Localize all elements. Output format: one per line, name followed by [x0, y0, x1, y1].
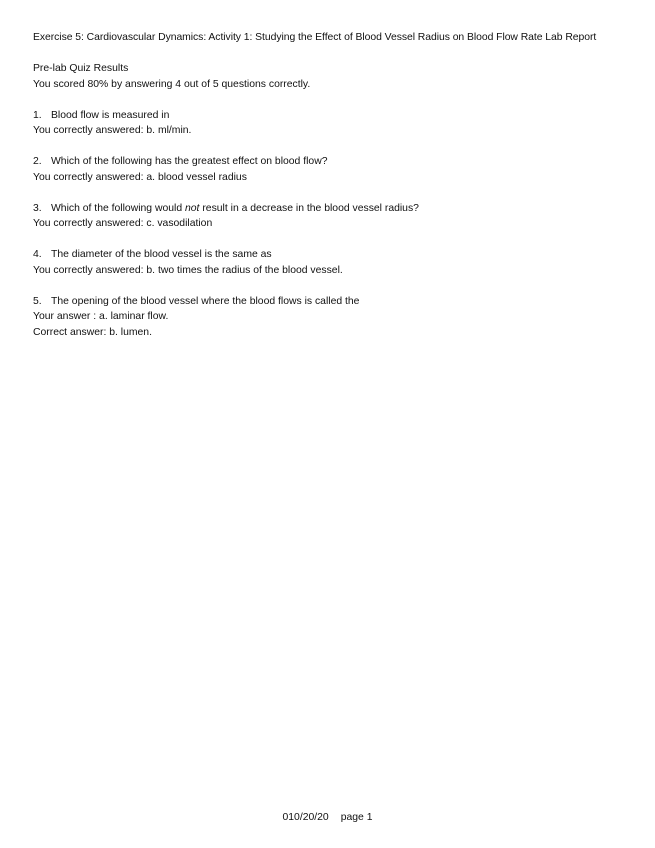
- question-text: [33, 108, 633, 124]
- question-1: [33, 108, 633, 139]
- page-footer: [0, 810, 655, 826]
- question-2: [33, 154, 633, 185]
- question-text: [33, 201, 633, 217]
- question-text: [33, 294, 633, 310]
- answer-text: You correctly answered: b. two times the radius of the blood vessel.: [33, 264, 343, 276]
- question-text: [33, 154, 633, 170]
- correct-answer-text: Correct answer: b. lumen.: [33, 326, 152, 338]
- question-number: 3.: [33, 202, 42, 214]
- question-prompt-end: result in a decrease in the blood vessel radius?: [199, 202, 419, 214]
- question-3: [33, 201, 633, 232]
- answer-text: You correctly answered: a. blood vessel radius: [33, 171, 247, 183]
- quiz-summary: [33, 61, 633, 92]
- question-prompt: The opening of the blood vessel where the blood flows is called the: [51, 295, 360, 307]
- question-4: [33, 247, 633, 278]
- question-prompt: Which of the following has the greatest effect on blood flow?: [51, 156, 328, 167]
- quiz-results: [33, 61, 633, 356]
- question-prompt: The diameter of the blood vessel is the same as: [51, 249, 272, 260]
- answer-text: You correctly answered: c. vasodilation: [33, 218, 213, 229]
- your-answer-text: Your answer : a. laminar flow.: [33, 311, 169, 322]
- question-prompt-start: Which of the following would: [51, 202, 185, 214]
- question-prompt: Blood flow is measured in: [51, 109, 170, 121]
- question-number: 1.: [33, 109, 42, 121]
- quiz-score: You scored 80% by answering 4 out of 5 questions correctly.: [33, 78, 311, 90]
- question-number: 2.: [33, 156, 42, 167]
- question-5: [33, 294, 633, 341]
- page-title: Exercise 5: Cardiovascular Dynamics: Activity 1: Studying the Effect of Blood Vessel Radius on Blood Flow Rate Lab Report: [33, 32, 597, 43]
- question-number: 4.: [33, 249, 42, 260]
- quiz-heading: Pre-lab Quiz Results: [33, 63, 129, 74]
- question-text: [33, 247, 633, 263]
- question-prompt-emphasis: not: [185, 202, 200, 214]
- footer-date: 010/20/20: [282, 812, 329, 823]
- answer-text: You correctly answered: b. ml/min.: [33, 125, 192, 136]
- question-number: 5.: [33, 295, 42, 307]
- footer-page-number: page 1: [340, 812, 373, 823]
